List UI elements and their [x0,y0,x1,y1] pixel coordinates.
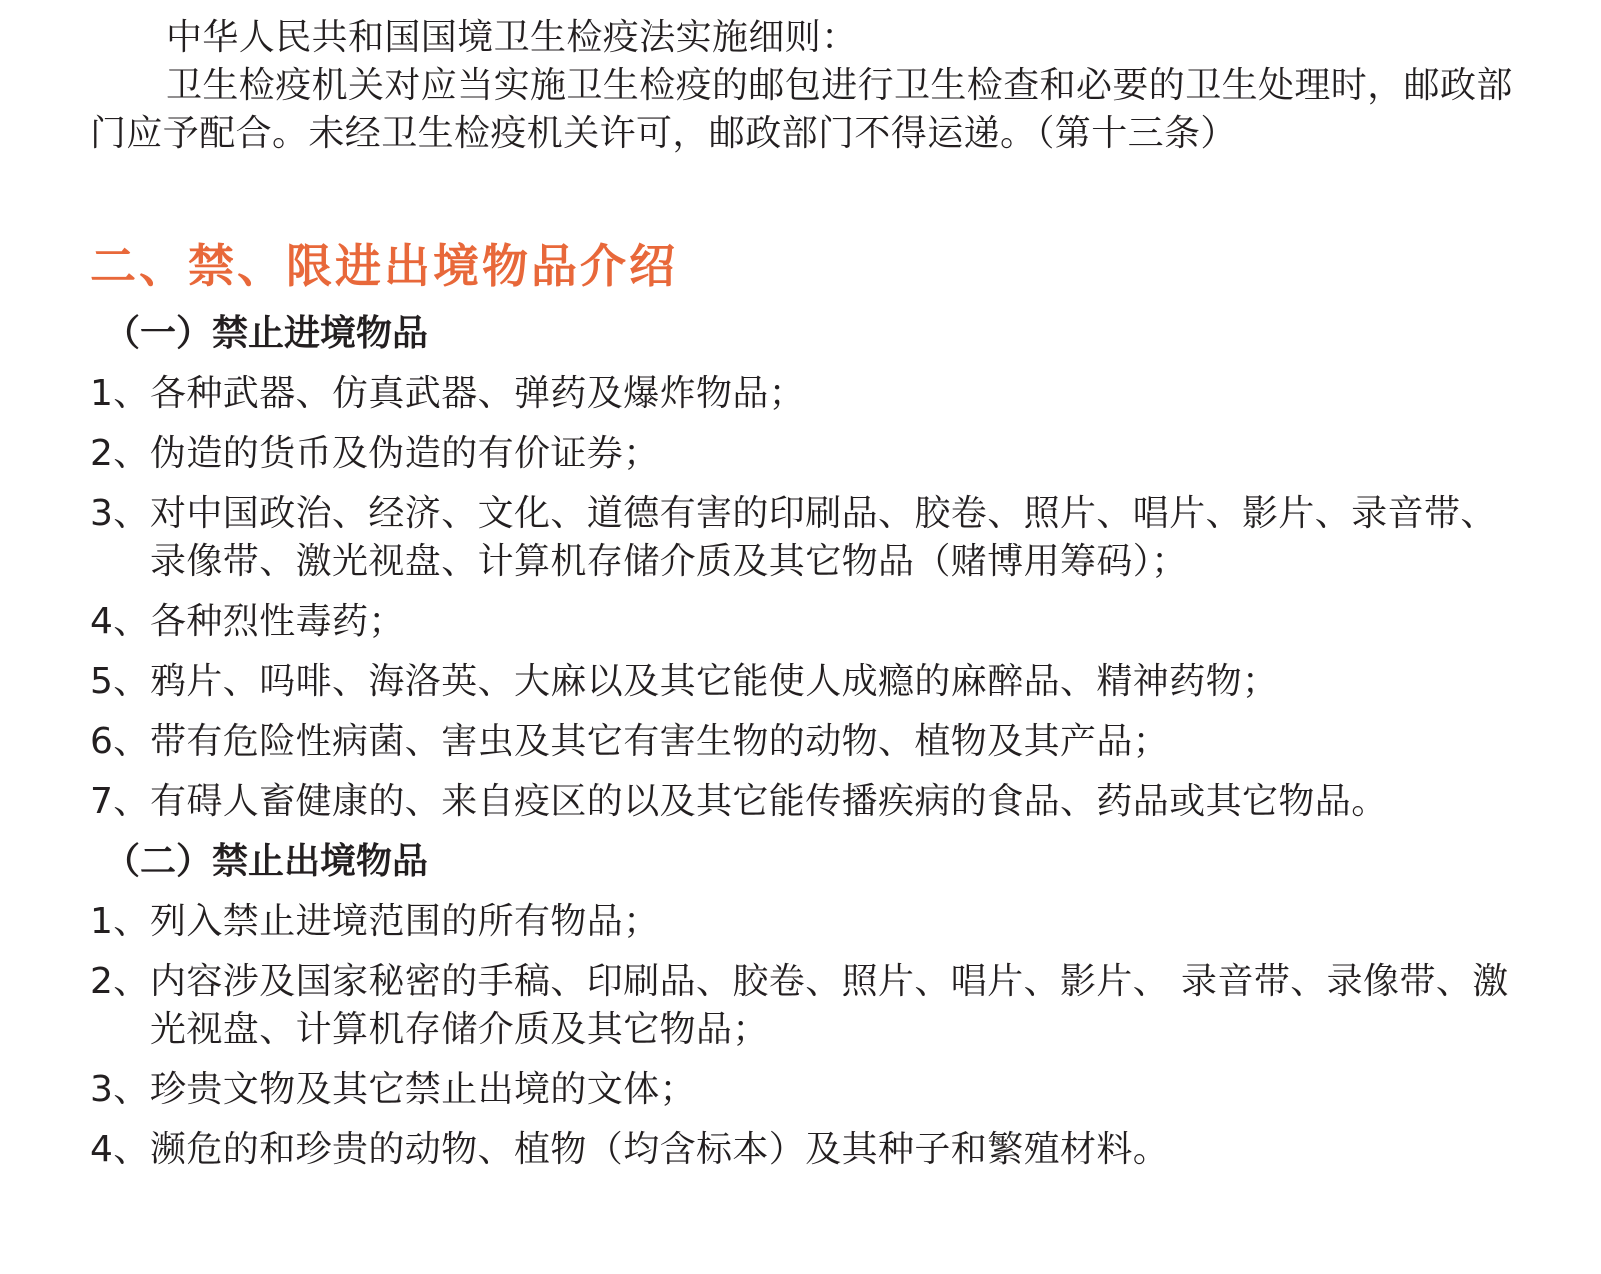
list-item-number: 7、 [90,781,150,822]
list-item [90,778,1522,826]
list-item [90,898,1522,946]
list-item-text: 珍贵文物及其它禁止出境的文体； [150,1069,697,1110]
list-item-text: 列入禁止进境范围的所有物品； [150,901,660,942]
list-item-number: 3、 [90,1069,150,1110]
list-item-number: 1、 [90,901,150,942]
list-item [90,1126,1522,1174]
list-item-text: 带有危险性病菌、害虫及其它有害生物的动物、植物及其产品； [150,721,1170,762]
list-item [90,718,1522,766]
prohibited-export-list [90,898,1522,1174]
list-item-text: 濒危的和珍贵的动物、植物（均含标本）及其种子和繁殖材料。 [150,1129,1170,1170]
list-item [90,598,1522,646]
list-item-number: 5、 [90,661,150,702]
list-item-number: 2、 [90,433,150,474]
list-item [90,370,1522,418]
list-item-number: 1、 [90,373,150,414]
list-item-number: 6、 [90,721,150,762]
list-item-number: 4、 [90,601,150,642]
section-heading: 二、禁、限进出境物品介绍 [90,239,678,293]
intro-law-title: 中华人民共和国国境卫生检疫法实施细则： [166,17,858,58]
list-item-number: 4、 [90,1129,150,1170]
list-item-text: 伪造的货币及伪造的有价证券； [150,433,660,474]
list-item-number: 3、 [90,493,150,534]
list-item-text: 鸦片、吗啡、海洛英、大麻以及其它能使人成瘾的麻醉品、精神药物； [150,661,1279,702]
list-item-text: 各种武器、仿真武器、弹药及爆炸物品； [150,373,806,414]
prohibited-import-list [90,370,1522,826]
list-item [90,658,1522,706]
list-item-number: 2、 [90,961,150,1002]
list-item-text: 有碍人畜健康的、来自疫区的以及其它能传播疾病的食品、药品或其它物品。 [150,781,1388,822]
list-item-text: 各种烈性毒药； [150,601,405,642]
list-item [90,490,1522,586]
list-item [90,958,1522,1054]
list-item [90,1066,1522,1114]
prohibited-export-heading: （二）禁止出境物品 [104,841,429,882]
list-item-text: 内容涉及国家秘密的手稿、印刷品、胶卷、照片、唱片、影片、 录音带、录像带、激光视盘、计算机存储介质及其它物品； [150,961,1509,1050]
intro-paragraph: 卫生检疫机关对应当实施卫生检疫的邮包进行卫生检查和必要的卫生处理时，邮政部门应予配合。未经卫生检疫机关许可，邮政部门不得运递。（第十三条） [90,65,1513,154]
document-page [90,14,1522,1186]
list-item-text: 对中国政治、经济、文化、道德有害的印刷品、胶卷、照片、唱片、影片、录音带、录像带、激光视盘、计算机存储介质及其它物品（赌博用筹码）； [150,493,1497,582]
list-item [90,430,1522,478]
prohibited-import-heading: （一）禁止进境物品 [104,313,429,354]
